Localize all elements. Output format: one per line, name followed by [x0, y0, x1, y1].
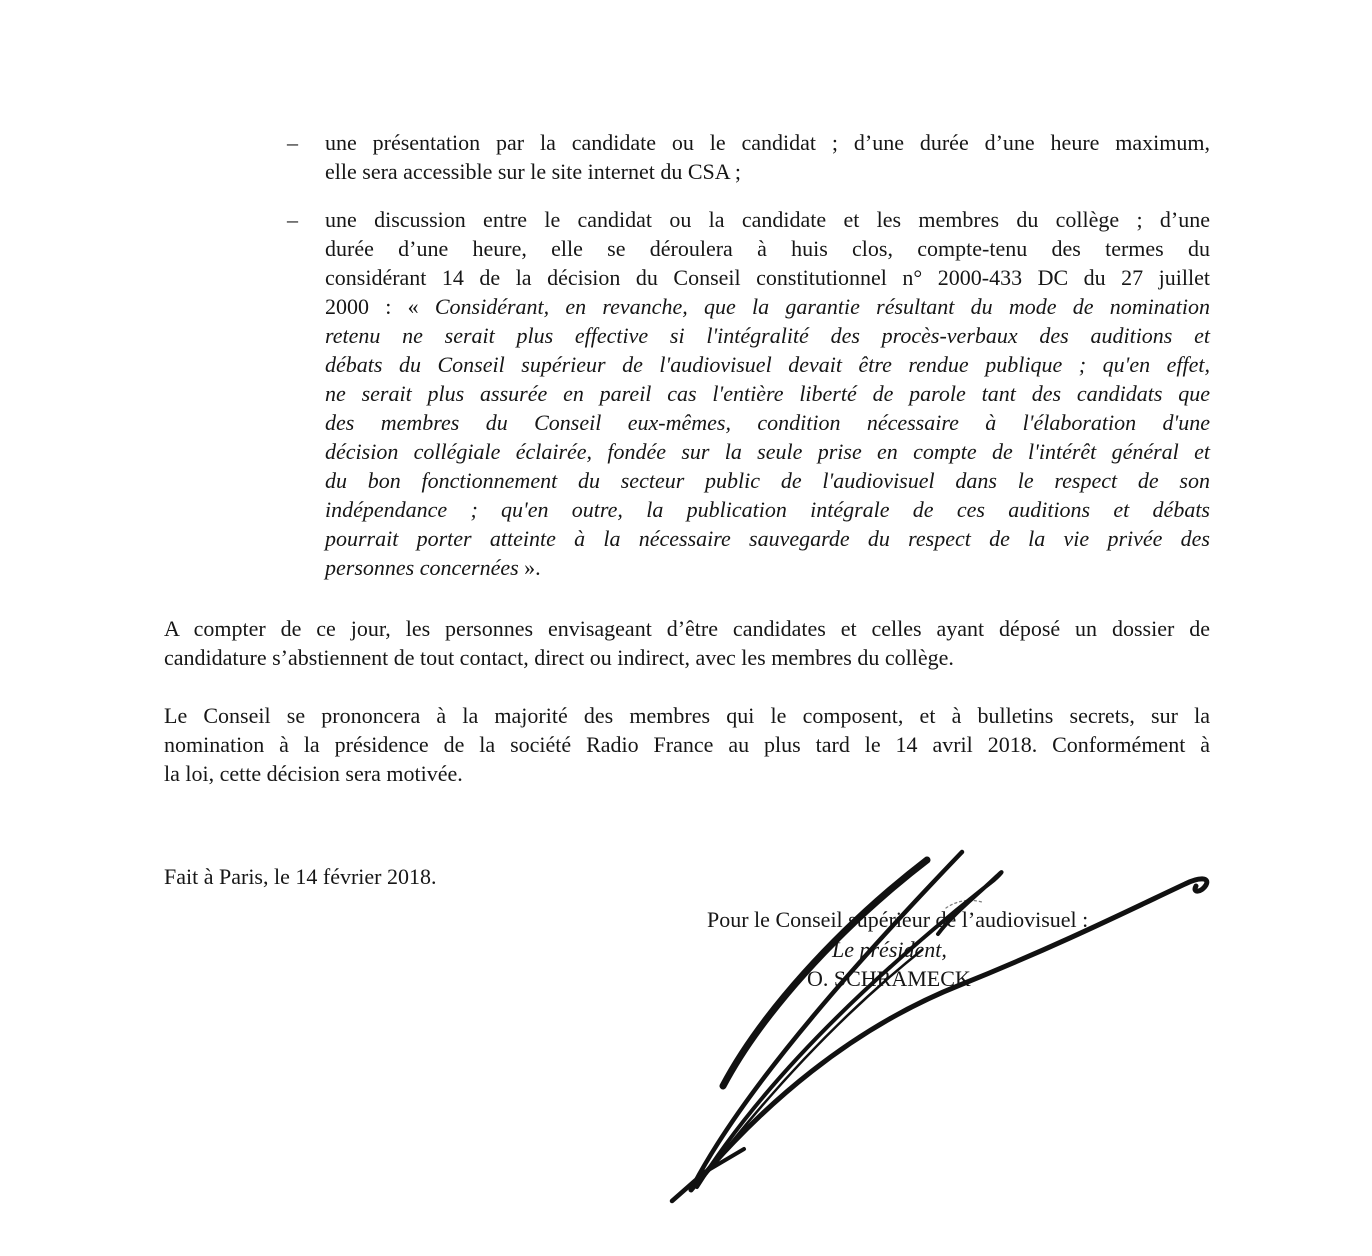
- paragraph-decision-rule: [164, 701, 1210, 788]
- signature-role: Le président,: [832, 937, 947, 962]
- paragraph-line: nomination à la présidence de la société Radio France au plus tard le 14 avril 2018. Conformément à: [164, 732, 1210, 757]
- quote-line: ne serait plus assurée en pareil cas l'entière liberté de parole tant des candidats que: [325, 381, 1210, 406]
- signature-stroke: [705, 1149, 744, 1172]
- signature-scribble: [650, 830, 1262, 1256]
- bullet-list: [287, 128, 1210, 582]
- signature-name: O. SCHRAMECK: [807, 966, 971, 991]
- quote-intro: 2000 : «: [325, 294, 435, 319]
- bullet-line: elle sera accessible sur le site internet du CSA ;: [325, 159, 742, 184]
- signature-for-line: Pour le Conseil supérieur de l’audiovisuel :: [707, 907, 1089, 932]
- quote-line: indépendance ; qu'en outre, la publication intégrale de ces auditions et débats: [325, 497, 1210, 522]
- quote-line: des membres du Conseil eux-mêmes, condition nécessaire à l'élaboration d'une: [325, 410, 1210, 435]
- quote-text: Considérant, en revanche, que la garantie résultant du mode de nomination: [434, 294, 1210, 319]
- paragraph-line: A compter de ce jour, les personnes envisageant d’être candidates et celles ayant déposé un dossier de: [164, 616, 1210, 641]
- bullet-dash-icon: –: [287, 207, 298, 232]
- quote-line: décision collégiale éclairée, fondée sur la seule prise en compte de l'intérêt général et: [325, 439, 1210, 464]
- quote-close: ».: [518, 555, 541, 580]
- paragraph-line: Le Conseil se prononcera à la majorité des membres qui le composent, et à bulletins secrets, sur la: [164, 703, 1210, 728]
- quote-line: [325, 292, 1210, 321]
- paragraph-line: candidature s’abstiennent de tout contact, direct ou indirect, avec les membres du collège.: [164, 645, 954, 670]
- paragraph-contact-rule: [164, 614, 1210, 672]
- quote-line: pourrait porter atteinte à la nécessaire sauvegarde du respect de la vie privée des: [325, 526, 1210, 551]
- bullet-item-presentation: [287, 128, 1210, 186]
- quote-line: du bon fonctionnement du secteur public de l'audiovisuel dans le respect de son: [325, 468, 1210, 493]
- bullet-dash-icon: –: [287, 130, 298, 155]
- quote-text: personnes concernées: [325, 555, 519, 580]
- bullet-line: une présentation par la candidate ou le candidat ; d’une durée d’une heure maximum,: [325, 130, 1210, 155]
- bullet-line: durée d’une heure, elle se déroulera à huis clos, compte-tenu des termes du: [325, 236, 1210, 261]
- signature-stroke: [694, 852, 962, 1184]
- dateline: Fait à Paris, le 14 février 2018.: [164, 864, 437, 889]
- quote-line: débats du Conseil supérieur de l'audiovisuel devait être rendue publique ; qu'en effet,: [325, 352, 1210, 377]
- bullet-line: considérant 14 de la décision du Conseil constitutionnel n° 2000-433 DC du 27 juillet: [325, 265, 1210, 290]
- bullet-item-discussion: [287, 205, 1210, 582]
- bullet-line: une discussion entre le candidat ou la candidate et les membres du collège ; d’une: [325, 207, 1210, 232]
- paragraph-line: la loi, cette décision sera motivée.: [164, 761, 463, 786]
- quote-line: [325, 553, 1210, 582]
- quote-line: retenu ne serait plus effective si l'intégralité des procès-verbaux des auditions et: [325, 323, 1210, 348]
- signature-stroke: [672, 1172, 705, 1201]
